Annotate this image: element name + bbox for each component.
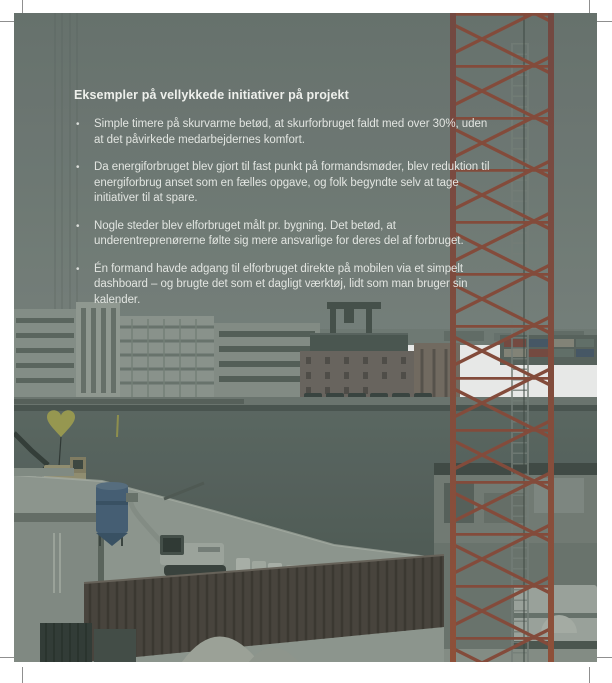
bullet-marker: •: [76, 119, 80, 130]
slide-title: Eksempler på vellykkede initiativer på projekt: [74, 88, 349, 102]
bullet-list: [74, 117, 492, 308]
crop-mark: [0, 657, 14, 658]
bullet-marker: •: [76, 162, 80, 173]
bullet-text: Da energiforbruget blev gjort til fast punkt på formandsmøder, blev reduktion til energiforbrug anset som en fælles opgave, og folk begyndte selv at tage initiativer til at spare.: [94, 161, 490, 204]
crop-mark: [589, 667, 590, 683]
crop-mark: [22, 667, 23, 683]
crop-mark: [596, 21, 612, 22]
bullet-item: [74, 160, 492, 207]
bullet-marker: •: [76, 220, 80, 232]
bullet-item: [74, 117, 492, 148]
bullet-item: [74, 262, 492, 309]
bullet-text: Simple timere på skurvarme betød, at skurforbruget faldt med over 30%, uden at det påvirkede medarbejdernes komfort.: [94, 118, 488, 146]
bullet-marker: •: [76, 263, 80, 275]
bullet-text: Én formand havde adgang til elforbruget direkte på mobilen via et simpelt dashboard – og brugte det som et dagligt værktøj, lidt som man bruger sin kalender.: [94, 262, 468, 306]
bullet-item: [74, 219, 492, 250]
crop-mark: [596, 657, 612, 658]
bullet-text: Nogle steder blev elforbruget målt pr. bygning. Det betød, at underentreprenørerne følte sig mere ansvarlige for deres del af forbruget.: [94, 219, 464, 247]
slide-text-block: [74, 87, 492, 320]
